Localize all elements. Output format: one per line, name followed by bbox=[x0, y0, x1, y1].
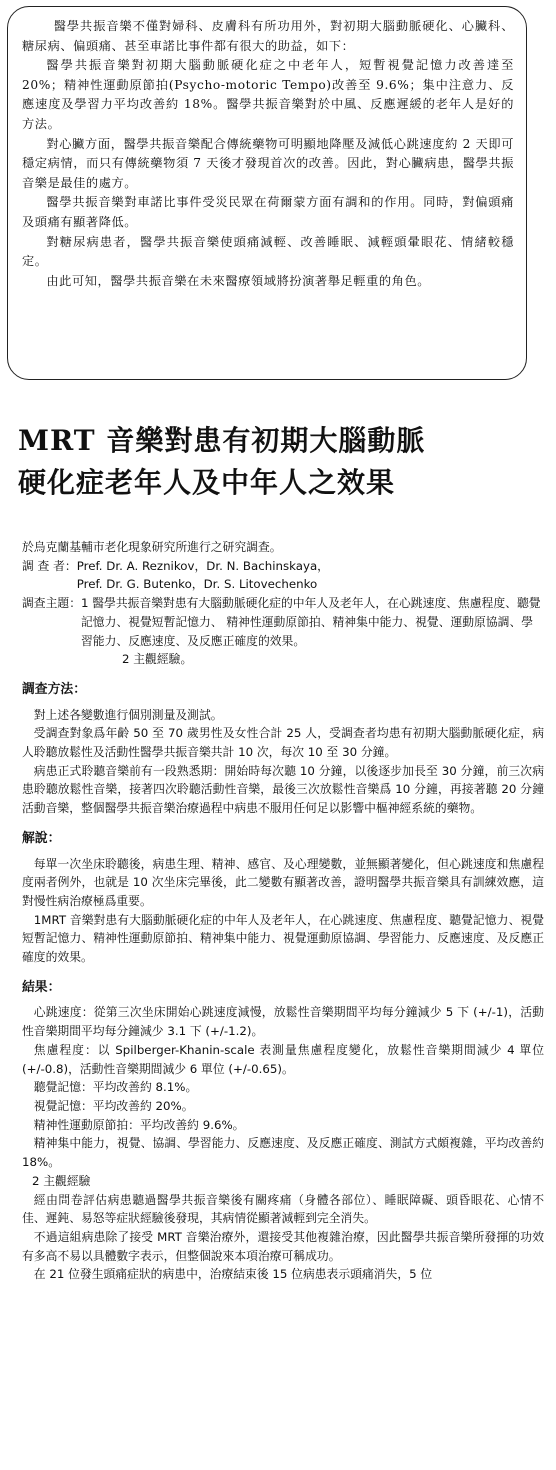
explain-heading: 解說： bbox=[22, 830, 61, 846]
investigators-label: 調 查 者： bbox=[22, 558, 77, 573]
investigators-line: Pref. Dr. A. Reznikov，Dr. N. Bachinskaya， bbox=[76, 558, 329, 573]
method-paragraph: 病患正式聆聽音樂前有一段熟悉期：開始時每次聽 10 分鐘，以後逐步加長至 30 分鐘，前三次病患聆聽放鬆性音樂，接著四次聆聽活動性音樂，最後三次放鬆性音樂爲 10 分鐘，再接著聽 20 分鐘活動音樂，整個醫學共振音樂治療過程中病患不服用任何足以影響中樞神經系統的藥物。 bbox=[22, 763, 544, 816]
result-item: 焦慮程度：以 Spilberger-Khanin-scale 表測量焦慮程度變化，放鬆性音樂期間減少 4 單位 (+/-0.8)，活動性音樂期間減少 6 單位 (+/-0.65)。 bbox=[22, 1042, 544, 1076]
results-heading: 結果： bbox=[22, 979, 61, 995]
box-paragraph: 對心臟方面，醫學共振音樂配合傳統藥物可明顯地降壓及減低心跳速度約 2 天即可穩定病情，而只有傳統藥物須 7 天後才發現首次的改善。因此，對心臟病患，醫學共振音樂是最佳的處方。 bbox=[22, 136, 514, 190]
intro-text: 於烏克蘭基輔市老化現象研究所進行之研究調查。 bbox=[22, 540, 282, 554]
subjective-heading: 2 主觀經驗 bbox=[32, 1173, 91, 1188]
subjective-paragraph: 經由問卷評估病患聽過醫學共振音樂後有關疼痛（身體各部位）、睡眠障礙、頭昏眼花、心情不佳、遲鈍、易怒等症狀經驗後發現，其病情從顯著減輕到完全消失。 bbox=[22, 1192, 544, 1226]
box-paragraph: 由此可知，醫學共振音樂在未來醫療領域將扮演著舉足輕重的角色。 bbox=[46, 273, 431, 288]
method-paragraph: 對上述各變數進行個別測量及測試。 bbox=[33, 707, 223, 722]
investigators-value bbox=[77, 557, 544, 594]
topic-item-1: 1 醫學共振音樂對患有大腦動脈硬化症的中年人及老年人，在心跳速度、焦慮程度、聽覺記憶力、視覺短暫記憶力、 精神性運動原節拍、精神集中能力、視覺、運動原協調、學習能力、反應速度、及反應正確度的效果。 bbox=[81, 596, 541, 648]
investigators-line: Pref. Dr. G. Butenko，Dr. S. Litovechenko bbox=[76, 577, 318, 592]
title-line-1: MRT 音樂對患有初期大腦動脈 bbox=[18, 424, 426, 457]
box-paragraph: 醫學共振音樂不僅對婦科、皮膚科有所功用外，對初期大腦動脈硬化、心臟科、糖尿病、偏頭痛、甚至車諾比事件都有很大的助益，如下： bbox=[22, 19, 514, 53]
method-paragraph: 受調查對象爲年齡 50 至 70 歲男性及女性合計 25 人，受調查者均患有初期大腦動脈硬化症，病人聆聽放鬆性及活動性醫學共振音樂共計 10 次，每次 10 至 30 分鐘。 bbox=[22, 726, 544, 760]
article-body bbox=[22, 538, 544, 1284]
explain-paragraph: 每單一次坐床聆聽後，病患生理、精神、感官、及心理變數，並無顯著變化，但心跳速度和焦慮程度兩者例外，也就是 10 次坐床完畢後，此二變數有顯著改善，證明醫學共振音樂具有訓練效應，這對慢性病治療極爲重要。 bbox=[22, 856, 544, 908]
explain-paragraph: 1MRT 音樂對患有大腦動脈硬化症的中年人及老年人，在心跳速度、焦慮程度、聽覺記憶力、視覺短暫記憶力、精神性運動原節拍、精神集中能力、視覺運動原協調、學習能力、反應速度、及反應正確度的效果。 bbox=[22, 912, 544, 965]
investigators-row bbox=[22, 557, 544, 594]
method-heading: 調查方法： bbox=[22, 681, 86, 697]
result-item: 聽覺記憶：平均改善約 8.1%。 bbox=[33, 1080, 198, 1095]
box-paragraph: 對糖尿病患者，醫學共振音樂使頭痛減輕、改善睡眠、減輕頭暈眼花、情緒較穩定。 bbox=[22, 234, 514, 269]
result-item: 精神性運動原節拍：平均改善約 9.6%。 bbox=[33, 1117, 245, 1132]
box-paragraph: 醫學共振音樂對初期大腦動脈硬化症之中老年人，短暫視覺記憶力改善達至 20%；精神性運動原節拍(Psycho-motoric Tempo)改善至 9.6%；集中注意力、反應速度及學習力平均改善約 18%。醫學共振音樂對於中風、反應遲緩的老年人是好的方法。 bbox=[22, 58, 514, 131]
summary-box bbox=[7, 6, 527, 380]
topic-label: 調查主題： bbox=[22, 596, 81, 611]
article-title bbox=[18, 420, 548, 504]
subjective-paragraph: 不過這組病患除了接受 MRT 音樂治療外，還接受其他複雜治療，因此醫學共振音樂所發揮的功效有多高不易以具體數字表示，但整個說來本項治療可稱成功。 bbox=[22, 1229, 544, 1263]
result-item: 心跳速度：從第三次坐床開始心跳速度減慢，放鬆性音樂期間平均每分鐘減少 5 下 (+/-1)，活動性音樂期間平均每分鐘減少 3.1 下 (+/-1.2)。 bbox=[22, 1005, 544, 1039]
topic-item-2: 2 主觀經驗。 bbox=[122, 652, 193, 667]
title-line-2: 硬化症老年人及中年人之效果 bbox=[18, 466, 396, 499]
result-item: 精神集中能力，視覺、協調、學習能力、反應速度、及反應正確度、測試方式頗複雜，平均改善約 18%。 bbox=[22, 1136, 544, 1170]
box-paragraph: 醫學共振音樂對車諾比事件受災民眾在荷爾蒙方面有調和的作用。同時，對偏頭痛及頭痛有顯著降低。 bbox=[22, 195, 514, 229]
topic-row bbox=[22, 594, 544, 650]
subjective-paragraph: 在 21 位發生頭痛症狀的病患中，治療結束後 15 位病患表示頭痛消失，5 位 bbox=[33, 1267, 433, 1282]
result-item: 視覺記憶：平均改善約 20%。 bbox=[33, 1098, 194, 1113]
